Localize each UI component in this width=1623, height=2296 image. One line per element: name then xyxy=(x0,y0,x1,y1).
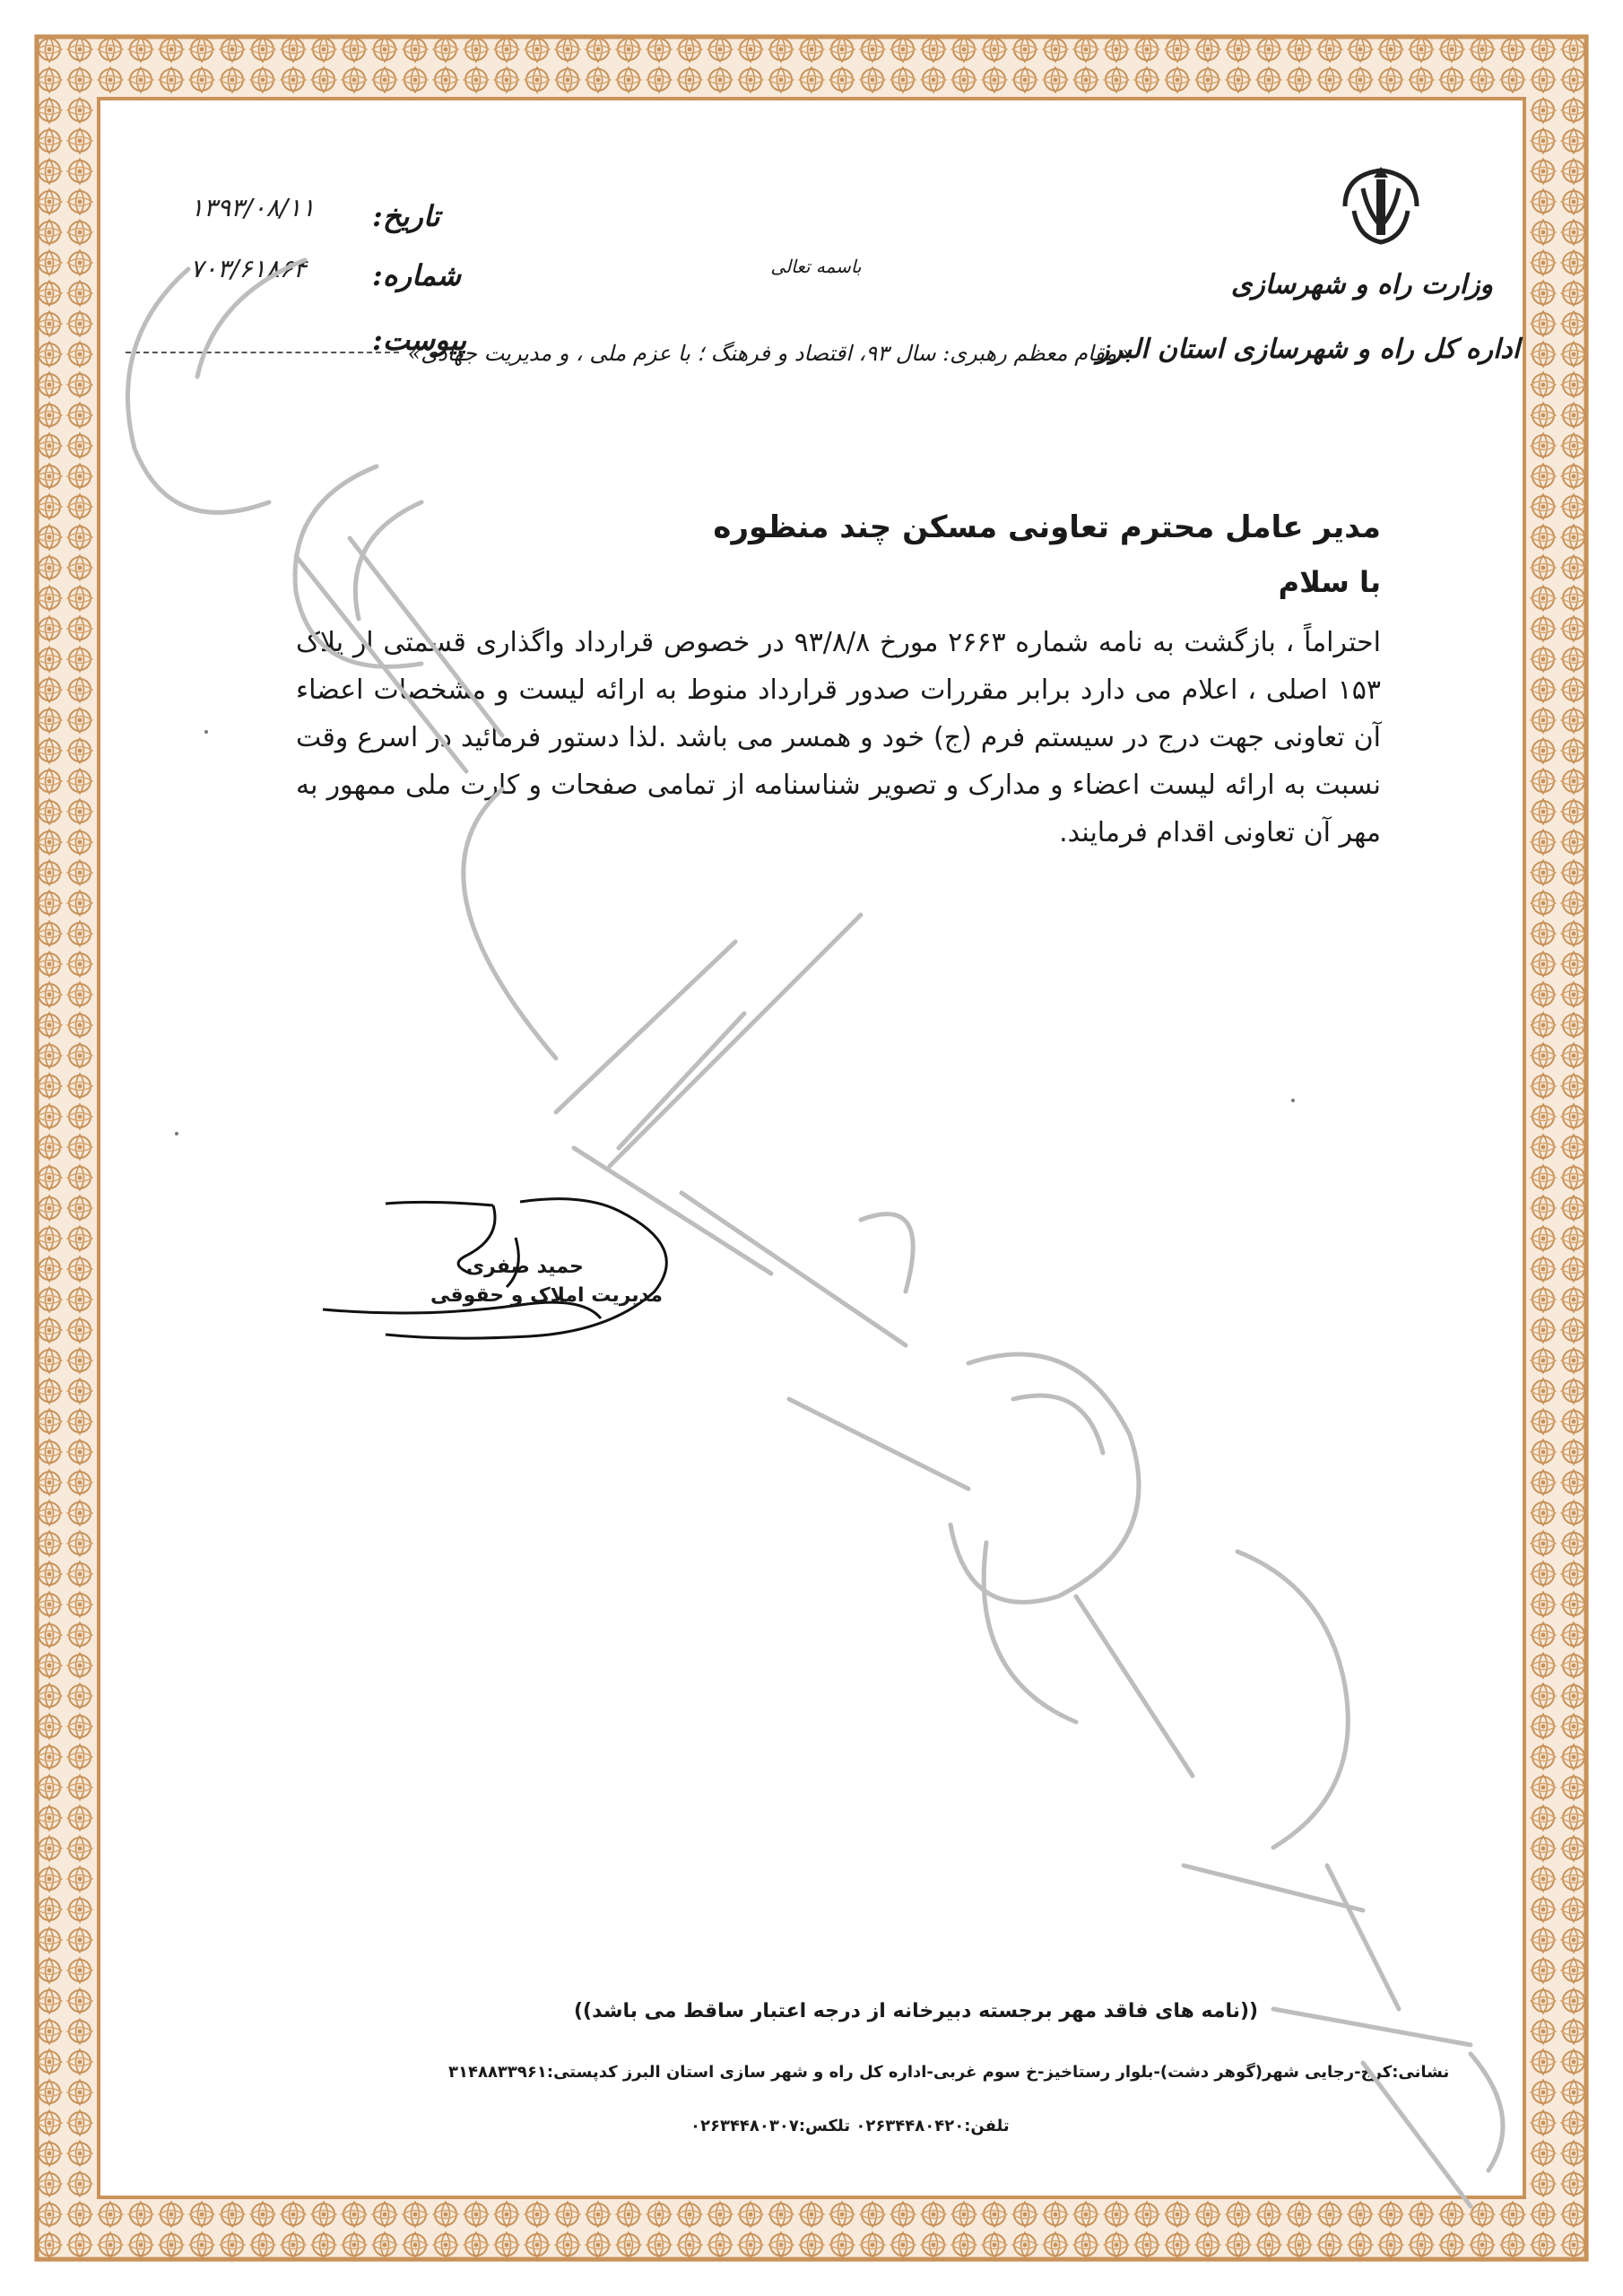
scan-speck xyxy=(175,1132,178,1135)
date-label: تاریخ: xyxy=(372,199,440,233)
bismillah: باسمه تعالی xyxy=(770,256,862,277)
handwritten-signature xyxy=(314,1184,726,1381)
signatory-title: مدیریت املاک و حقوقی xyxy=(430,1284,664,1307)
greeting: با سلام xyxy=(1278,565,1381,599)
embossed-seal-notice: ((نامه های فاقد مهر برجسته دبیرخانه از درجه اعتبار ساقط می باشد)) xyxy=(574,2000,1259,2022)
signatory-name: حمید صفری xyxy=(466,1256,584,1278)
letter-number-value: ۷۰۳/۶۱۸۶۴ xyxy=(190,254,307,283)
attachment-label: پیوست: xyxy=(372,323,467,357)
ministry-name: وزارت راه و شهرسازی xyxy=(1230,269,1493,300)
office-address: نشانی:کرج-رجایی شهر(گوهر دشت)-بلوار رستاخیز-خ سوم غربی-اداره کل راه و شهر سازی استان البرز کدپستی:۳۱۴۸۸۳۳۹۶۱ xyxy=(448,2063,1450,2082)
recipient-line: مدیر عامل محترم تعاونی مسکن چند منظوره xyxy=(713,509,1381,545)
scan-speck xyxy=(204,730,208,734)
iran-emblem-icon xyxy=(1327,161,1435,251)
number-label: شماره: xyxy=(372,258,462,292)
scan-speck xyxy=(1291,1099,1295,1102)
office-phones: تلفن:۰۲۶۳۴۴۸۰۴۲۰ تلکس:۰۲۶۳۴۴۸۰۳۰۷ xyxy=(690,2117,1010,2135)
attachment-line xyxy=(126,352,399,353)
date-value: ۱۳۹۳/۰۸/۱۱ xyxy=(190,193,316,222)
office-name: اداره کل راه و شهرسازی استان البرز xyxy=(1097,334,1520,365)
letter-paper xyxy=(97,97,1526,2199)
letter-body: احتراماً ، بازگشت به نامه شماره ۲۶۶۳ مورخ ۹۳/۸/۸ در خصوص قرارداد واگذاری قسمتی از پلاک ۱۵۳ اصلی ، اعلام می دارد برابر مقررات صدور قرارداد منوط به ارائه لیست و مشخصات اعضاء آن تعاونی جهت درج در سیستم فرم (ج) خود و همسر می باشد .لذا دستور فرمائید در اسرع وقت نسبت به ارائه لیست اعضاء و مدارک و تصویر شناسنامه از تمامی صفحات و کارت ملی ممهور به مهر آن تعاونی اقدام فرمایند. xyxy=(296,627,1381,848)
year-motto: «مقام معظم رهبری: سال ۹۳، اقتصاد و فرهنگ ؛ با عزم ملی ، و مدیریت جهادی» xyxy=(407,341,1130,366)
